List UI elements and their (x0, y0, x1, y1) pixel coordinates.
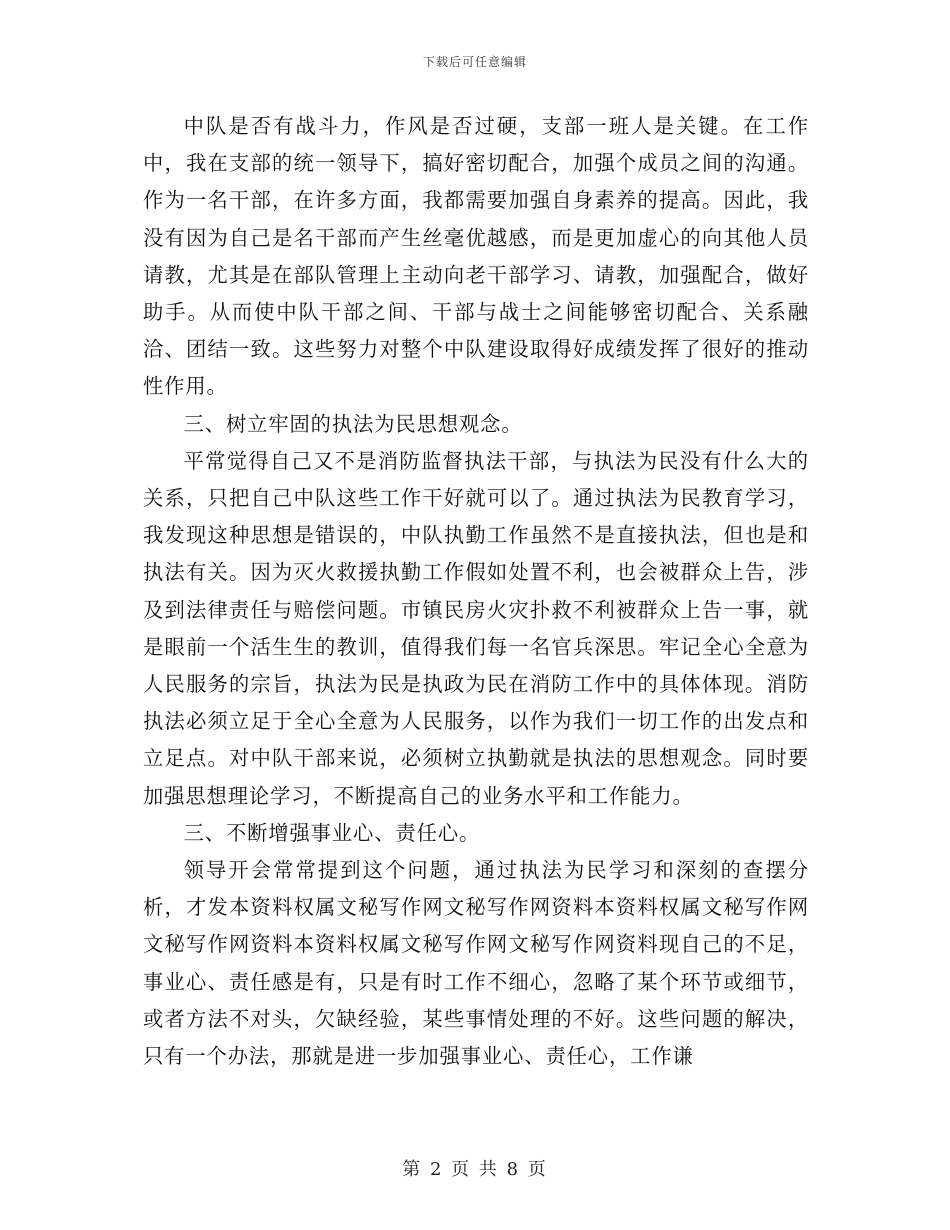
section-heading-responsibility: 三、不断增强事业心、责任心。 (183, 820, 481, 845)
paragraph-responsibility: 领导开会常常提到这个问题，通过执法为民学习和深刻的查摆分析，才发本资料权属文秘写作网文秘写作网资料本资料权属文秘写作网文秘写作网资料本资料权属文秘写作网文秘写作网资料现自己的不足，事业心、责任感是有，只是有时工作不细心，忽略了某个环节或细节，或者方法不对头，欠缺经验，某些事情处理的不好。这些问题的解决，只有一个办法，那就是进一步加强事业心、责任心，工作谦 (143, 858, 809, 1069)
paragraph-squad-leadership: 中队是否有战斗力，作风是否过硬，支部一班人是关键。在工作中，我在支部的统一领导下，搞好密切配合，加强个成员之间的沟通。作为一名干部，在许多方面，我都需要加强自身素养的提高。因此，我没有因为自己是名干部而产生丝毫优越感，而是更加虚心的向其他人员请教，尤其是在部队管理上主动向老干部学习、请教，加强配合，做好助手。从而使中队干部之间、干部与战士之间能够密切配合、关系融洽、团结一致。这些努力对整个中队建设取得好成绩发挥了很好的推动性作用。 (143, 114, 809, 399)
page-number: 第 2 页 共 8 页 (402, 1159, 548, 1180)
page-header-note: 下载后可任意编辑 (422, 55, 527, 69)
document-body (143, 108, 809, 1075)
section-heading-law-enforcement: 三、树立牢固的执法为民思想观念。 (183, 411, 523, 436)
paragraph-law-enforcement: 平常觉得自己又不是消防监督执法干部，与执法为民没有什么大的关系，只把自己中队这些工作干好就可以了。通过执法为民教育学习，我发现这种思想是错误的，中队执勤工作虽然不是直接执法，但也是和执法有关。因为灭火救援执勤工作假如处置不利，也会被群众上告，涉及到法律责任与赔偿问题。市镇民房火灾扑救不利被群众上告一事，就是眼前一个活生生的教训，值得我们每一名官兵深思。牢记全心全意为人民服务的宗旨，执法为民是执政为民在消防工作中的具体体现。消防执法必须立足于全心全意为人民服务，以作为我们一切工作的出发点和立足点。对中队干部来说，必须树立执勤就是执法的思想观念。同时要加强思想理论学习，不断提高自己的业务水平和工作能力。 (143, 448, 809, 808)
